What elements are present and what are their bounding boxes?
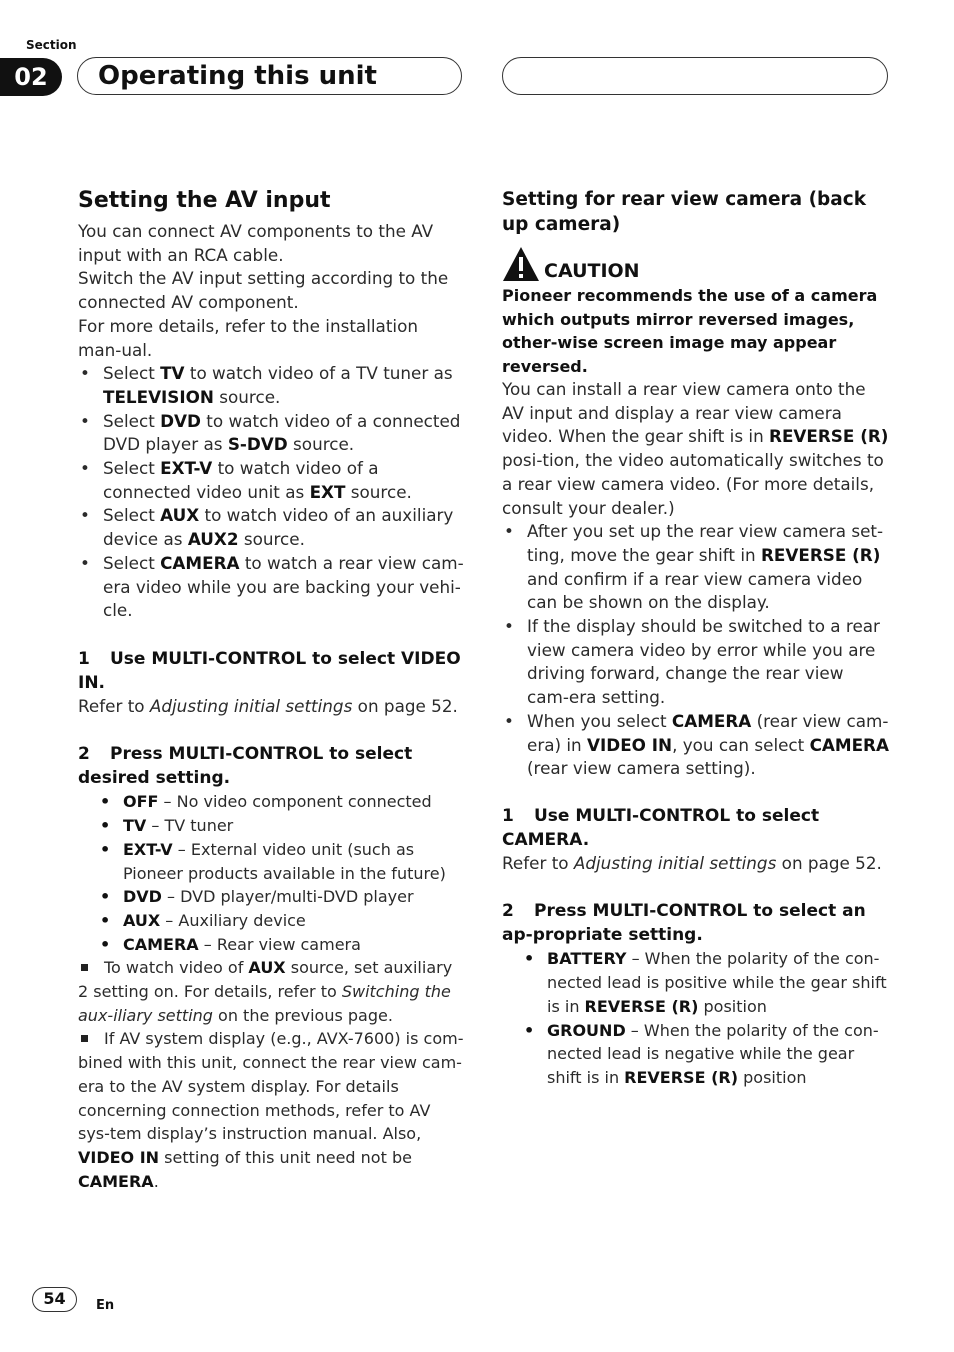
warning-triangle-icon: [502, 246, 540, 282]
list-item: • Select EXT-V to watch video of a connected video unit as EXT source.: [78, 457, 464, 504]
caution-label: CAUTION: [544, 260, 640, 282]
section-label: Section: [26, 38, 77, 52]
option-item: • BATTERY – When the polarity of the con-nected lead is positive while the gear shift is in REVERSE (R) position: [502, 947, 890, 1018]
option-item: • CAMERA – Rear view camera: [78, 933, 464, 957]
page-title: Operating this unit: [98, 61, 377, 91]
option-item: • TV – TV tuner: [78, 814, 464, 838]
language-label: En: [96, 1298, 115, 1313]
option-item: • EXT-V – External video unit (such as Pioneer products available in the future): [78, 838, 464, 885]
note: To watch video of AUX source, set auxiliary 2 setting on. For details, refer to Switching the aux-iliary setting on the previous page.: [78, 958, 453, 1025]
paragraph: You can install a rear view camera onto the AV input and display a rear view camera video. When the gear shift is in REVERSE (R) posi-tion, the video automatically switches to a rear view camera video. (For more details, consult your dealer.): [502, 379, 889, 518]
page-number: 54: [32, 1287, 77, 1312]
option-item: • OFF – No video component connected: [78, 790, 464, 814]
note: If AV system display (e.g., AVX-7600) is com-bined with this unit, connect the rear view cam-era to the AV system display. For details concerning connection methods, refer to AV sys-tem display’s instruction manual. Also, VIDEO IN setting of this unit need not be CAMERA.: [78, 1029, 464, 1191]
note-square-icon: [81, 964, 88, 971]
option-item: • DVD – DVD player/multi-DVD player: [78, 885, 464, 909]
list-item: • After you set up the rear view camera set-ting, move the gear shift in REVERSE (R) and confirm if a rear view camera video can be shown on the display.: [502, 520, 890, 615]
option-item: • AUX – Auxiliary device: [78, 909, 464, 933]
section-number-badge: 02: [0, 58, 62, 96]
subsection-heading: Setting for rear view camera (back up camera): [502, 189, 867, 235]
intro-block: [78, 220, 464, 623]
list-item: • When you select CAMERA (rear view cam-era) in VIDEO IN, you can select CAMERA (rear view camera setting).: [502, 710, 890, 781]
list-item: • If the display should be switched to a rear view camera video by error while you are driving forward, change the rear view cam-era setting.: [502, 615, 890, 710]
note-square-icon: [81, 1035, 88, 1042]
intro-paragraph: You can connect AV components to the AV input with an RCA cable.: [78, 221, 434, 265]
option-item: • GROUND – When the polarity of the con-nected lead is negative while the gear shift is in REVERSE (R) position: [502, 1019, 890, 1090]
section-heading: Setting the AV input: [78, 188, 331, 213]
step-2: 2 Press MULTI-CONTROL to select an ap-propriate setting. • BATTERY – When the polarity of the con-nected lead is positive while the gear shift is in REVERSE (R) position • GROUND – When the polarity of the con-nected lead is negative while the gear shift is in REVERSE (R) position: [502, 900, 890, 1090]
step-1: 1 Use MULTI-CONTROL to select VIDEO IN. Refer to Adjusting initial settings on page 52.: [78, 649, 461, 717]
list-item: • Select DVD to watch video of a connected DVD player as S-DVD source.: [78, 410, 464, 457]
list-item: • Select TV to watch video of a TV tuner as TELEVISION source.: [78, 362, 464, 409]
caution-header: [502, 246, 640, 282]
intro-paragraph: For more details, refer to the installation man-ual.: [78, 315, 418, 360]
intro-paragraph: Switch the AV input setting according to the connected AV component.: [78, 268, 449, 313]
list-item: • Select AUX to watch video of an auxiliary device as AUX2 source.: [78, 504, 464, 551]
step-2: 2 Press MULTI-CONTROL to select desired setting. • OFF – No video component connected • TV – TV tuner • EXT-V – External video unit (such as Pioneer products available in the future) • DVD – DVD player/multi-DVD player • AUX – Auxiliary device • CAMERA – Rear view camera To watch video of AUX source, set auxiliary 2 setting on. For details, refer to Switching the aux-iliary setting on the previous page. If AV system display (e.g., AVX-7600) is com-bined with this unit, connect the rear view cam-era to the AV system display. For details concerning connection methods, refer to AV sys-tem display’s instruction manual. Also, VIDEO IN setting of this unit need not be CAMERA.: [78, 743, 464, 1193]
rear-camera-block: [502, 378, 890, 781]
step-1: 1 Use MULTI-CONTROL to select CAMERA. Refer to Adjusting initial settings on page 52.: [502, 806, 882, 874]
caution-text: Pioneer recommends the use of a camera which outputs mirror reversed images, other-wise screen image may appear reversed.: [502, 286, 878, 376]
list-item: • Select CAMERA to watch a rear view cam-era video while you are backing your vehi-cle.: [78, 552, 464, 623]
header-right-frame: [502, 57, 888, 95]
